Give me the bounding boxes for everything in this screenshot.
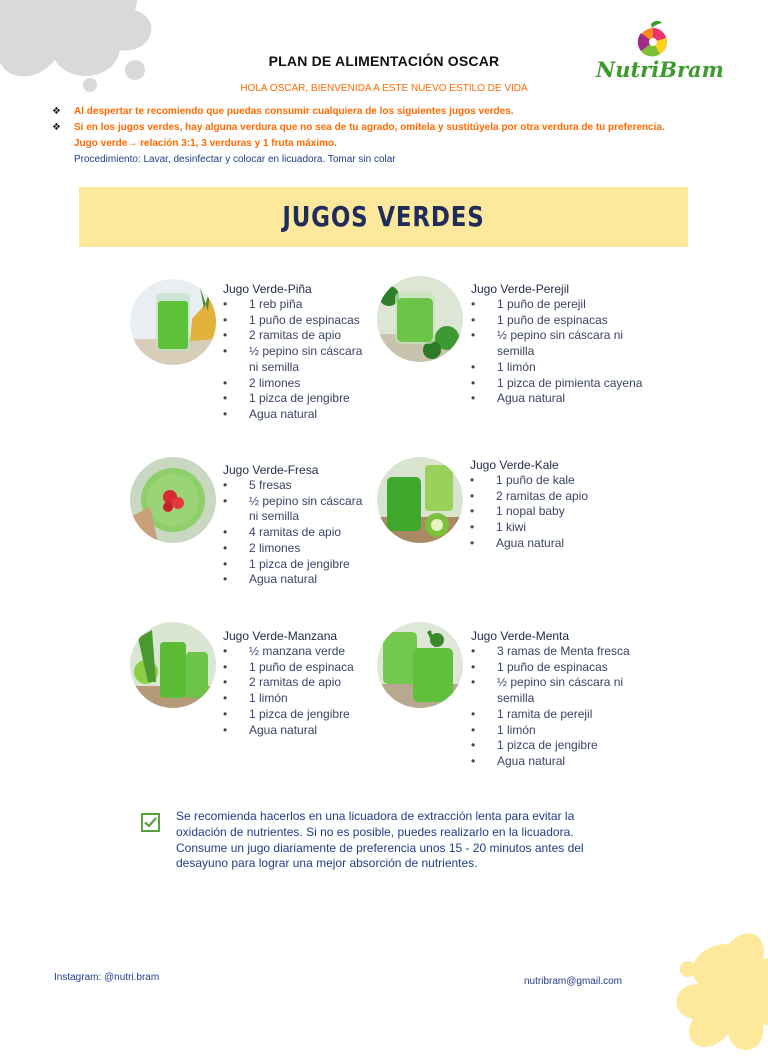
greeting-text: HOLA OSCAR, BIENVENIDA A ESTE NUEVO ESTILO DE VIDA [240,83,528,94]
ingredient-item: • ½ pepino sin cáscara ni semilla [471,675,656,706]
recipe-name: Jugo Verde-Menta [471,629,570,643]
ingredient-item: • 1 limón [471,360,656,376]
ratio-text: Jugo verde→ relación 3:1, 3 verduras y 1 fruta máximo. [74,138,337,149]
recipe-jugo-verde-fresa [223,462,373,588]
contact-email: nutribram@gmail.com [524,976,622,987]
ingredient-item: • 1 pizca de jengibre [471,738,656,754]
ingredient-item: • 1 kiwi [470,520,655,536]
recipe-jugo-verde-pina [223,281,373,423]
ingredient-item: • 1 reb piña [223,297,373,313]
recipe-jugo-verde-menta [471,628,656,770]
intro-bullet [50,104,740,120]
ingredient-item: • 1 pizca de pimienta cayena [471,376,656,392]
ingredient-item: • ½ pepino sin cáscara ni semilla [223,344,373,375]
note-line: oxidación de nutrientes. Si no es posible, puedes realizarlo en la licuadora. [176,824,574,839]
recipe-name: Jugo Verde-Perejil [471,282,570,296]
ingredient-item: • 2 ramitas de apio [223,675,373,691]
ingredient-item: • Agua natural [223,407,373,423]
ingredient-item: • 1 pizca de jengibre [223,707,373,723]
section-banner [79,187,688,247]
checkbox-check-icon [141,813,160,832]
banner-title: JUGOS VERDES [282,200,485,233]
recipe-jugo-verde-perejil [471,281,656,407]
juice-photo-fresa [130,457,216,543]
ingredient-item: • Agua natural [471,754,656,770]
ingredient-item: • ½ pepino sin cáscara ni semilla [471,328,656,359]
page-title: PLAN DE ALIMENTACIÓN OSCAR [268,53,500,69]
instagram-handle: Instagram: @nutri.bram [54,972,160,983]
ingredient-item: • 1 nopal baby [470,504,655,520]
recipe-name: Jugo Verde-Fresa [223,463,319,477]
note-line: desayuno para lograr una mejor absorción de nutrientes. [176,856,478,871]
intro-section [50,104,740,168]
ingredient-item: • 2 ramitas de apio [223,328,373,344]
recipe-name: Jugo Verde-Piña [223,282,312,296]
ingredient-item: • Agua natural [471,391,656,407]
ingredient-item: • 1 limón [471,723,656,739]
intro-bullet-text: Al despertar te recomiendo que puedas consumir cualquiera de los siguientes jugos verdes. [74,106,514,117]
ingredient-item: • 1 limón [223,691,373,707]
ingredient-item: • 1 puño de kale [470,473,655,489]
nutribram-logo [596,20,724,82]
recipe-jugo-verde-manzana [223,628,373,738]
ingredient-item: • 1 pizca de jengibre [223,391,373,407]
recipe-jugo-verde-kale [470,457,655,552]
intro-bullet-text: Si en los jugos verdes, hay alguna verdura que no sea de tu agrado, omítela y sustitúyela por otra verdura de tu preferencia. [74,122,665,133]
juice-photo-perejil [377,276,463,362]
diamond-bullet-icon: ❖ [52,106,61,117]
ingredient-item: • 3 ramas de Menta fresca [471,644,656,660]
fruit-logo-icon [596,20,706,60]
ingredient-item: • 5 fresas [223,478,373,494]
logo-wordmark: NutriBram [596,57,724,82]
ingredient-item: • 1 pizca de jengibre [223,557,373,573]
ingredient-item: • 2 ramitas de apio [470,489,655,505]
ingredient-item: • ½ manzana verde [223,644,373,660]
diamond-bullet-icon: ❖ [52,122,61,133]
ingredient-item: • 4 ramitas de apio [223,525,373,541]
ingredient-item: • 1 puño de espinacas [471,660,656,676]
ingredient-item: • Agua natural [470,536,655,552]
ingredient-item: • 1 puño de espinaca [223,660,373,676]
ingredient-item: • Agua natural [223,723,373,739]
yellow-splash-decoration [668,924,768,1064]
note-line: Se recomienda hacerlos en una licuadora de extracción lenta para evitar la [176,809,575,823]
intro-bullet [50,120,740,136]
juice-photo-menta [377,622,463,708]
juice-photo-manzana [130,622,216,708]
juice-photo-pina [130,279,216,365]
recommendation-note [176,809,626,872]
ingredient-item: • 2 limones [223,376,373,392]
ingredient-item: • 2 limones [223,541,373,557]
ingredient-item: • 1 puño de espinacas [223,313,373,329]
procedure-text: Procedimiento: Lavar, desinfectar y colocar en licuadora. Tomar sin colar [74,154,396,165]
ingredient-item: • ½ pepino sin cáscara ni semilla [223,494,373,525]
recipe-name: Jugo Verde-Kale [470,458,559,472]
ingredient-item: • Agua natural [223,572,373,588]
ingredient-item: • 1 ramita de perejil [471,707,656,723]
juice-photo-kale [377,457,463,543]
ingredient-item: • 1 puño de perejil [471,297,656,313]
ingredient-item: • 1 puño de espinacas [471,313,656,329]
note-line: Consume un jugo diariamente de preferencia unos 15 - 20 minutos antes del [176,840,584,855]
recipe-name: Jugo Verde-Manzana [223,629,338,643]
